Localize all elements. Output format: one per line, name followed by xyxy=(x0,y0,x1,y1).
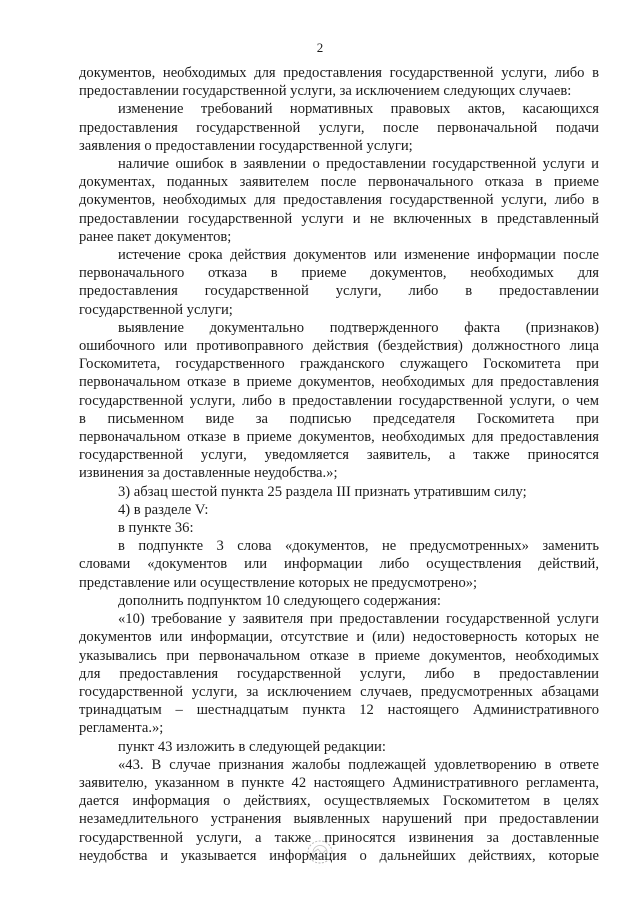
text-line: Госкомитета, государственного гражданского служащего Госкомитета при xyxy=(79,356,599,373)
text-line: представление или осуществление которых не предусмотрено»; xyxy=(79,574,478,591)
text-line: наличие ошибок в заявлении о предоставлении государственной услуги и xyxy=(118,156,599,173)
text-line: предоставлении государственной услуги и не включенных в представленный xyxy=(79,210,599,227)
document-body xyxy=(79,64,599,865)
text-line: документов или информации, отсутствие и (или) недостоверность которых не xyxy=(79,629,599,646)
text-line: «43. В случае признания жалобы подлежащей удовлетворению в ответе xyxy=(118,756,599,773)
text-line: государственной услуги, уведомляется заявитель, а также приносятся xyxy=(79,447,599,464)
text-line: государственной услуги, а также приносятся извинения за доставленные xyxy=(79,829,599,846)
text-line: неудобства и указывается информация о дальнейших действиях, которые xyxy=(79,847,599,864)
text-line: в пункте 36: xyxy=(118,520,194,537)
text-line: государственной услуги, либо в предоставлении государственной услуги, о чем xyxy=(79,392,599,409)
text-line: выявление документально подтвержденного факта (признаков) xyxy=(118,319,599,336)
text-line: в письменном виде за подписью председателя Госкомитета при xyxy=(79,410,599,427)
text-line: документов, необходимых для предоставления государственной услуги, либо в xyxy=(79,192,599,209)
text-line: государственной услуги; xyxy=(79,301,233,318)
text-line: предоставления государственной услуги, либо в предоставлении xyxy=(79,283,599,300)
text-line: извинения за доставленные неудобства.»; xyxy=(79,465,338,482)
text-line: заявления о предоставлении государственной услуги; xyxy=(79,137,413,154)
text-line: словами «документов или информации либо осуществления действий, xyxy=(79,556,599,573)
faint-round-seal-icon xyxy=(300,836,340,868)
text-line: первоначальном отказе в приеме документов, необходимых для предоставления xyxy=(79,374,599,391)
text-line: регламента.»; xyxy=(79,720,164,737)
text-line: дополнить подпунктом 10 следующего содержания: xyxy=(118,592,441,609)
text-line: незамедлительного устранения выявленных нарушений при предоставлении xyxy=(79,811,599,828)
text-line: первоначальном отказе в приеме документов, необходимых для предоставления xyxy=(79,429,599,446)
text-line: указывались при первоначальном отказе в приеме документов, необходимых xyxy=(79,647,599,664)
text-line: 4) в разделе V: xyxy=(118,501,209,518)
text-line: «10) требование у заявителя при предоставлении государственной услуги xyxy=(118,611,599,628)
text-line: дается информация о действиях, осуществляемых Госкомитетом в целях xyxy=(79,793,599,810)
text-line: государственной услуги, за исключением случаев, предусмотренных абзацами xyxy=(79,683,599,700)
text-line: для предоставления государственной услуги, либо в предоставлении xyxy=(79,665,599,682)
text-line: предоставлении государственной услуги, за исключением следующих случаев: xyxy=(79,83,572,100)
text-line: документов, необходимых для предоставления государственной услуги, либо в xyxy=(79,65,599,81)
page-number: 2 xyxy=(316,40,324,55)
text-line: пункт 43 изложить в следующей редакции: xyxy=(118,738,386,755)
text-line: ошибочного или противоправного действия (бездействия) должностного лица xyxy=(79,338,599,355)
text-line: 3) абзац шестой пункта 25 раздела III признать утратившим силу; xyxy=(118,483,527,500)
text-line: предоставления государственной услуги, после первоначальной подачи xyxy=(79,119,599,136)
text-line: истечение срока действия документов или изменение информации после xyxy=(118,247,599,264)
text-line: заявителю, указанном в пункте 42 настоящего Административного регламента, xyxy=(79,774,599,791)
text-line: документах, поданных заявителем после первоначального отказа в приеме xyxy=(79,174,599,191)
text-line: тринадцатым – шестнадцатым пункта 12 настоящего Административного xyxy=(79,702,599,719)
text-line: ранее пакет документов; xyxy=(79,228,232,245)
text-line: в подпункте 3 слова «документов, не предусмотренных» заменить xyxy=(118,538,599,555)
text-line: изменение требований нормативных правовых актов, касающихся xyxy=(118,101,599,118)
text-line: первоначального отказа в приеме документов, необходимых для xyxy=(79,265,599,282)
